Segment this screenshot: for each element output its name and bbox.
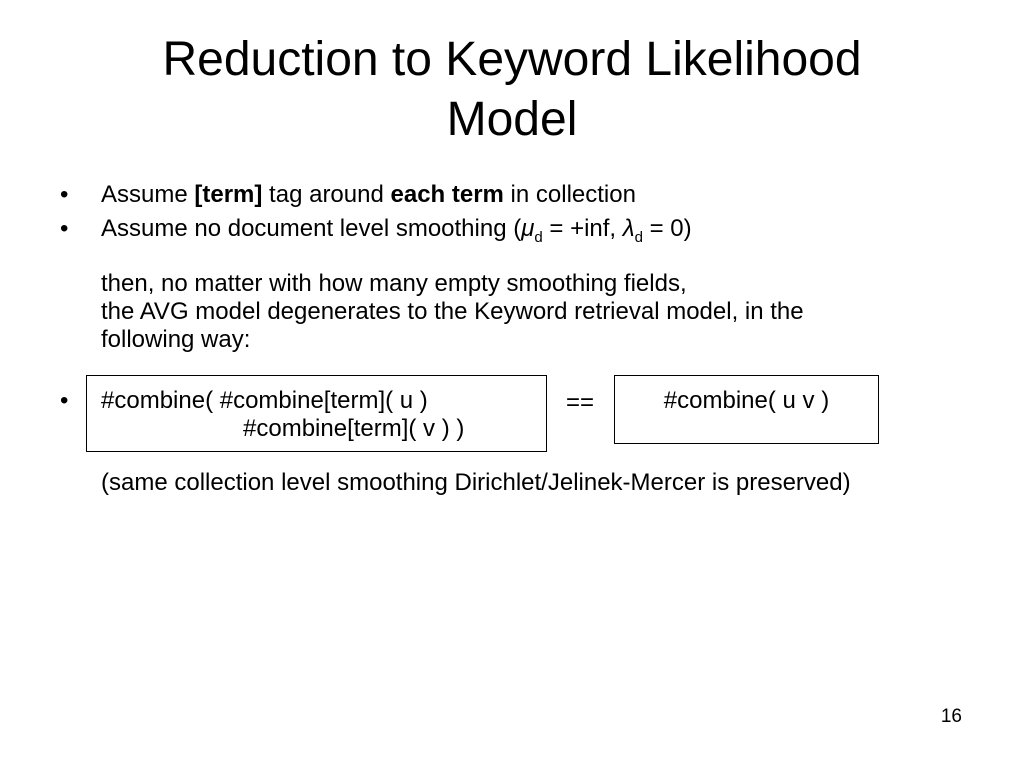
explanation-line-2: the AVG model degenerates to the Keyword retrieval model, in the	[101, 298, 804, 325]
explanation-line-3: following way:	[101, 326, 251, 353]
bullet-1-part-3: tag around	[262, 181, 391, 208]
bullet-1-text	[101, 181, 636, 209]
title-line-2: Model	[446, 93, 578, 146]
bullet-2-end: = 0)	[642, 215, 692, 242]
title-line-1: Reduction to Keyword Likelihood	[162, 33, 862, 86]
mu-symbol: μ	[521, 215, 535, 242]
mu-subscript: d	[534, 228, 543, 246]
lambda-subscript: d	[634, 228, 643, 246]
slide-title	[0, 30, 1024, 150]
bullet-3-symbol: •	[60, 387, 69, 414]
bullet-1-each-term: each term	[390, 181, 504, 208]
right-query: #combine( u v )	[663, 387, 830, 414]
explanation-line-1: then, no matter with how many empty smoothing fields,	[101, 270, 687, 297]
equivalence-operator: ==	[566, 389, 595, 416]
bullet-1-term-tag: [term]	[194, 181, 263, 208]
lambda-symbol: λ	[622, 215, 635, 242]
bullet-2-text	[101, 215, 692, 246]
page-number: 16	[940, 706, 962, 727]
bullet-2-start: Assume no document level smoothing (	[101, 215, 522, 242]
left-query-line-1: #combine( #combine[term]( u )	[101, 387, 428, 414]
bullet-1-part-1: Assume	[101, 181, 195, 208]
smoothing-note: (same collection level smoothing Dirichlet/Jelinek-Mercer is preserved)	[101, 469, 851, 496]
left-query-line-2: #combine[term]( v ) )	[243, 415, 465, 442]
bullet-2-mid: = +inf,	[542, 215, 623, 242]
bullet-2-symbol: •	[60, 215, 69, 242]
bullet-1-part-5: in collection	[503, 181, 636, 208]
bullet-1-symbol: •	[60, 181, 69, 208]
